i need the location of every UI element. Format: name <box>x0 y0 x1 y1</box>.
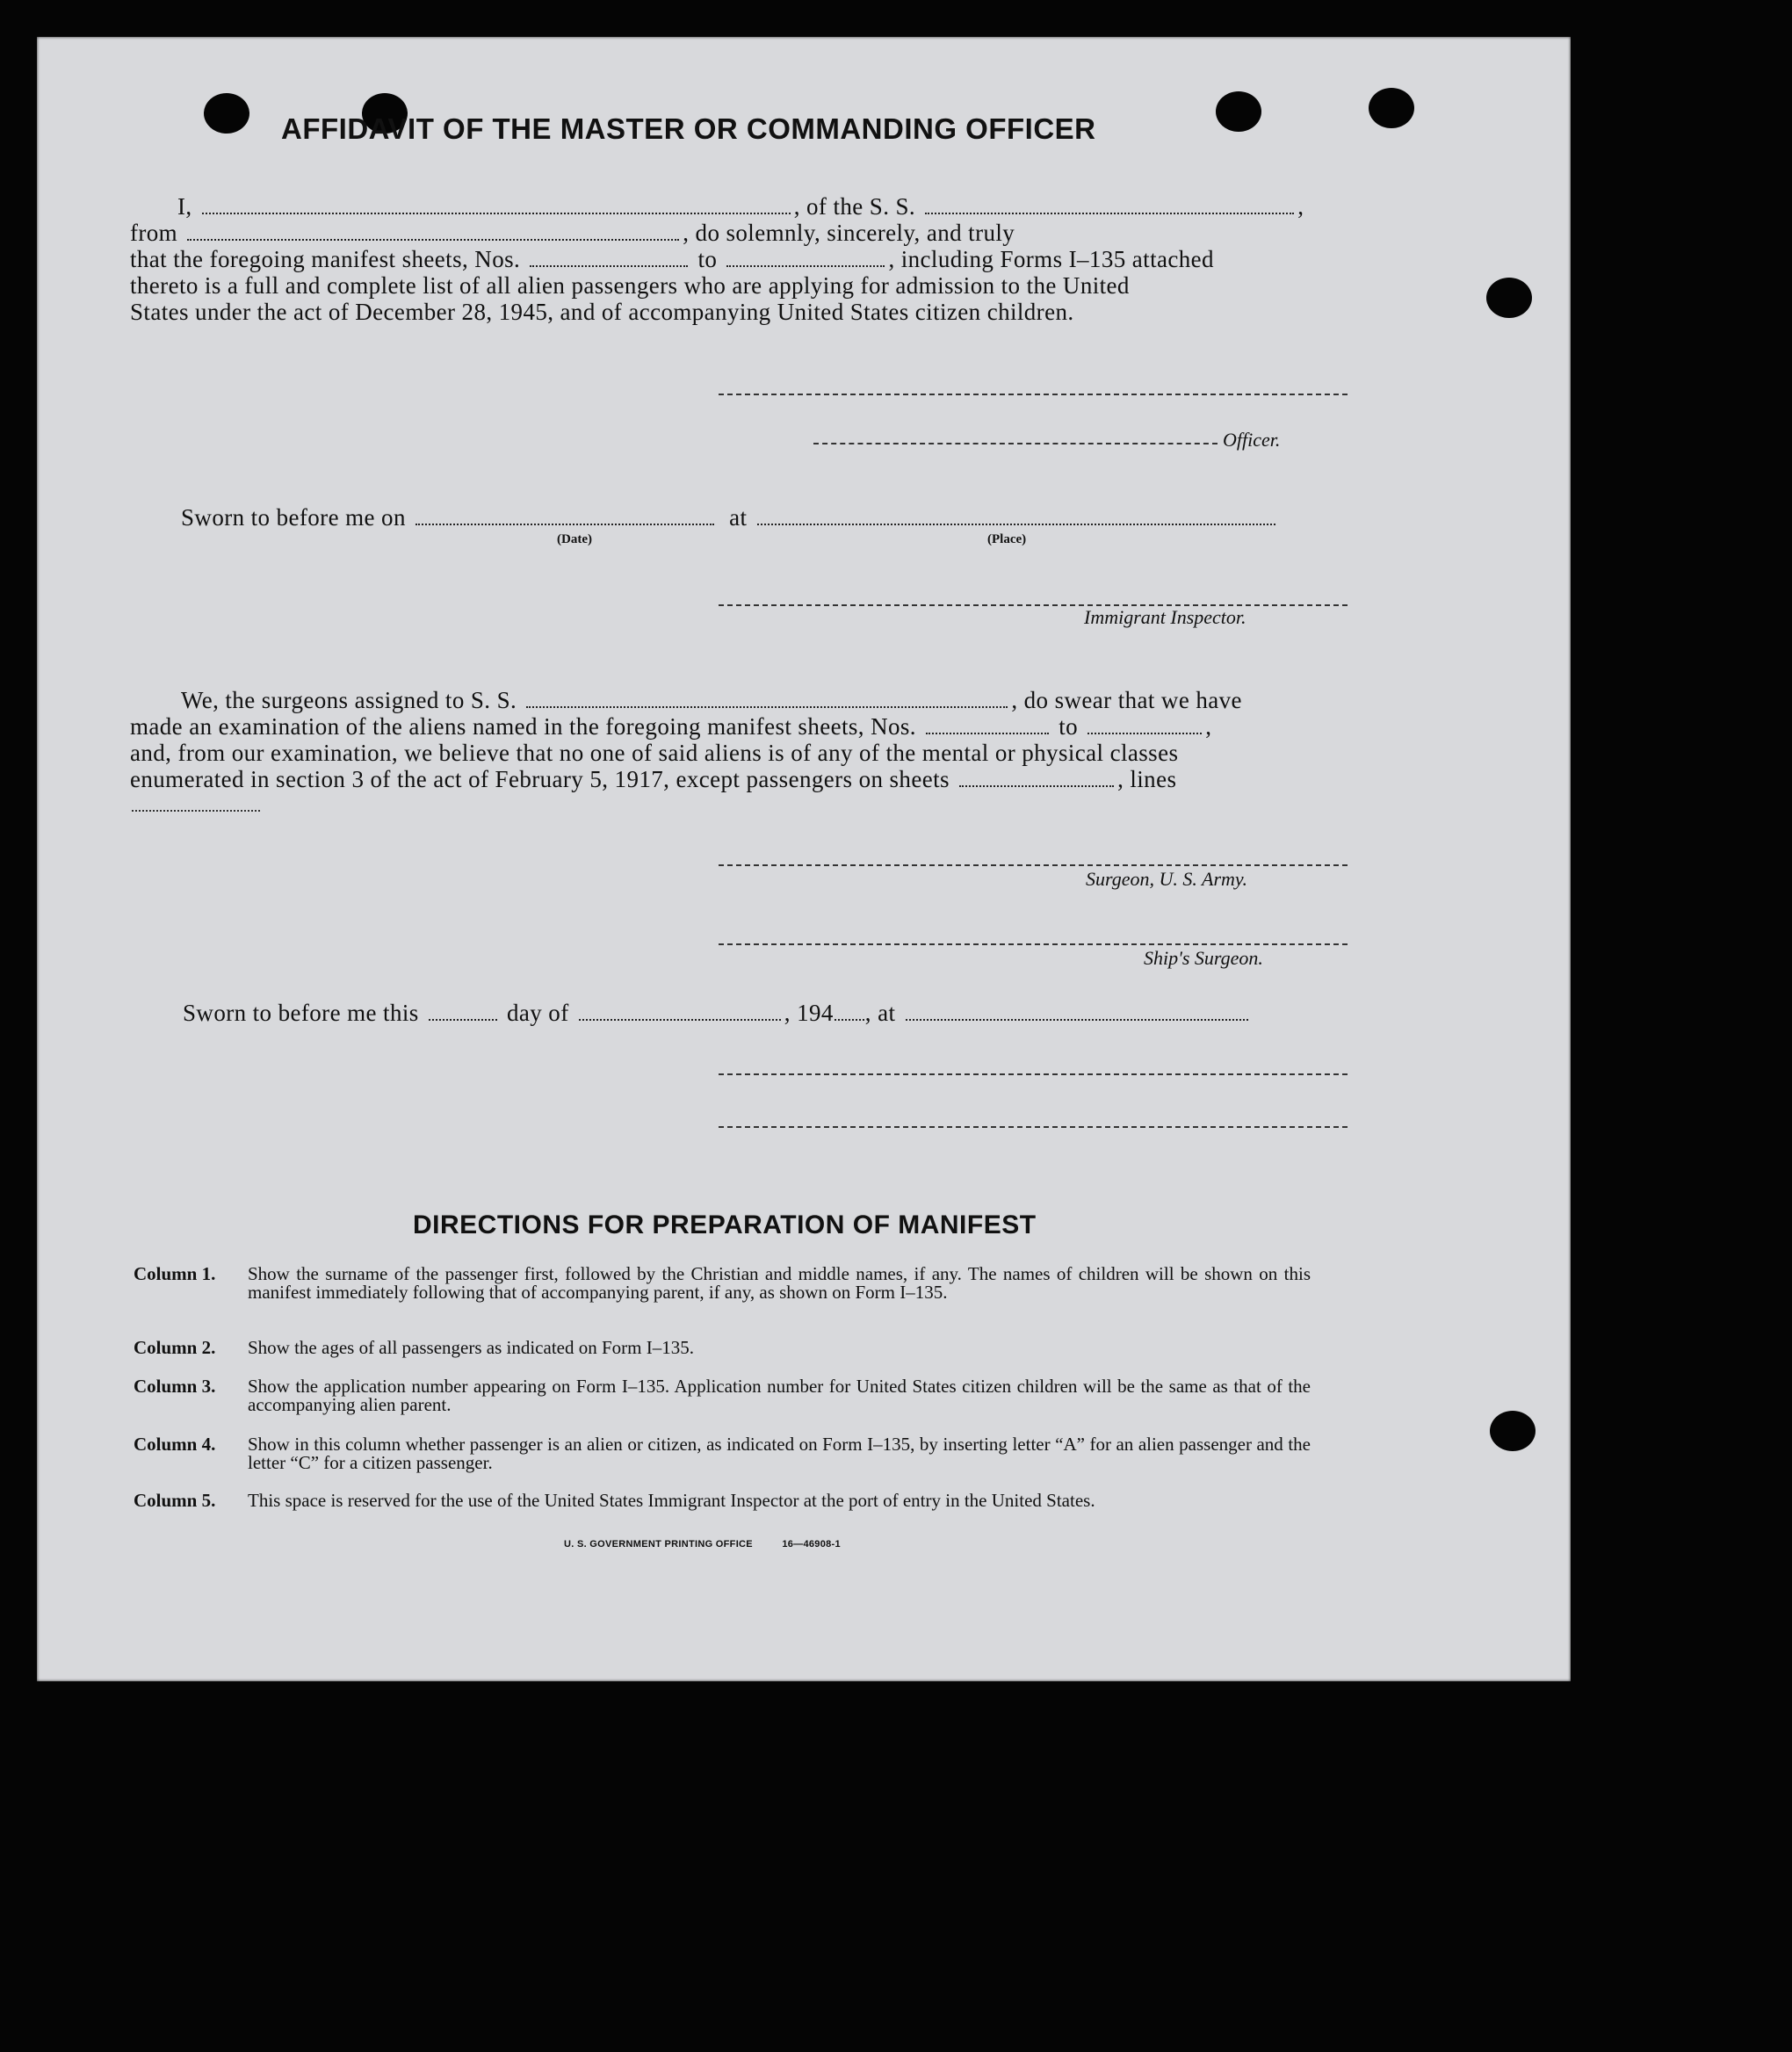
surgeons-comma: , <box>1205 713 1212 740</box>
surgeons-exam: made an examination of the aliens named in the foregoing manifest sheets, Nos. <box>130 713 916 740</box>
from-blank <box>187 238 679 241</box>
place-blank <box>757 523 1275 525</box>
sworn-at: at <box>729 504 748 531</box>
affidavit-solemnly: , do solemnly, sincerely, and truly <box>683 220 1015 246</box>
surgeons-lines: , lines <box>1117 766 1177 792</box>
direction-column-label: Column 3. <box>134 1376 216 1397</box>
date-blank <box>415 523 714 525</box>
surgeons-swear: , do swear that we have <box>1011 687 1242 713</box>
direction-text: Show the ages of all passengers as indicated on Form I–135. <box>248 1337 694 1358</box>
printer-imprint <box>564 1539 841 1550</box>
sworn2-sig-line-2 <box>719 1126 1348 1128</box>
sheets-from-blank <box>530 264 688 267</box>
surgeons-line-4 <box>130 766 1176 793</box>
affidavit-sheets: that the foregoing manifest sheets, Nos. <box>130 246 521 272</box>
surgeons-line-2 <box>130 713 1211 741</box>
surgeons-to: to <box>1059 713 1079 740</box>
officer-sig-line-1 <box>719 394 1348 395</box>
day-blank <box>429 1018 497 1021</box>
surgeons-line-1 <box>181 687 1242 714</box>
form-code: 16—46908-1 <box>782 1539 841 1550</box>
affidavit-line-2 <box>130 220 1015 247</box>
officer-caption: Officer. <box>1223 429 1281 451</box>
army-surgeon-sig-line <box>719 864 1348 866</box>
year-blank <box>835 1018 864 1021</box>
surgeons-sheets-to-blank <box>1087 732 1202 734</box>
sworn-line-1 <box>181 504 1279 531</box>
affidavit-title: AFFIDAVIT OF THE MASTER OR COMMANDING OFFICER <box>281 112 1096 145</box>
surgeons-section: enumerated in section 3 of the act of February 5, 1917, except passengers on sheets <box>130 766 950 792</box>
surgeons-assigned: We, the surgeons assigned to S. S. <box>181 687 517 713</box>
direction-item <box>134 1265 1311 1321</box>
direction-text: Show the surname of the passenger first, followed by the Christian and middle names, if any. The names of children will be shown on this manifest immediately following that of accompanying parent, if any, as shown on Form I–135. <box>248 1263 1311 1303</box>
direction-item <box>134 1492 1311 1530</box>
affidavit-line-5: States under the act of December 28, 1945, and of accompanying United States citizen children. <box>130 299 1074 325</box>
direction-item <box>134 1339 1311 1360</box>
directions-title: DIRECTIONS FOR PREPARATION OF MANIFEST <box>413 1210 1037 1239</box>
surgeons-ship-blank <box>526 705 1008 708</box>
officer-sig-line-2 <box>813 443 1218 444</box>
month-blank <box>579 1018 781 1021</box>
name-blank <box>202 212 791 214</box>
direction-item <box>134 1435 1311 1474</box>
affidavit-ss: , of the S. S. <box>793 193 916 220</box>
inspector-sig-line <box>719 604 1348 606</box>
affidavit-from: from <box>130 220 178 246</box>
punch-hole <box>204 93 249 134</box>
surgeons-line-3: and, from our examination, we believe that no one of said aliens is of any of the mental or physical classes <box>130 740 1179 766</box>
sworn2-sig-line-1 <box>719 1073 1348 1075</box>
sworn-text: Sworn to before me on <box>181 504 406 531</box>
form-sheet <box>37 37 1571 1681</box>
ship-surgeon-caption: Ship's Surgeon. <box>1144 947 1263 969</box>
sworn2-text: Sworn to before me this <box>183 1000 419 1026</box>
affidavit-line-3 <box>130 246 1214 273</box>
sheets-to-blank <box>726 264 885 267</box>
punch-hole <box>1369 88 1414 128</box>
direction-column-label: Column 2. <box>134 1337 216 1358</box>
surgeons-sheets-from-blank <box>926 732 1049 734</box>
army-surgeon-caption: Surgeon, U. S. Army. <box>1086 868 1247 890</box>
direction-column-label: Column 4. <box>134 1434 216 1455</box>
affidavit-line-4: thereto is a full and complete list of all alien passengers who are applying for admission to the United <box>130 272 1130 299</box>
direction-text: Show the application number appearing on Form I–135. Application number for United States citizen children will be the same as that of the accompanying alien parent. <box>248 1376 1311 1415</box>
sworn-line-2 <box>183 1000 1252 1027</box>
inspector-caption: Immigrant Inspector. <box>1084 606 1246 628</box>
punch-hole <box>1490 1411 1535 1451</box>
direction-column-label: Column 5. <box>134 1490 216 1511</box>
punch-hole <box>1216 91 1261 132</box>
affidavit-comma: , <box>1297 193 1304 220</box>
place-label: (Place) <box>987 532 1027 546</box>
printer-name: U. S. GOVERNMENT PRINTING OFFICE <box>564 1539 753 1550</box>
direction-text: This space is reserved for the use of the United States Immigrant Inspector at the port of entry in the United States. <box>248 1490 1095 1511</box>
ship-blank <box>925 212 1294 214</box>
direction-item <box>134 1377 1311 1416</box>
direction-column-label: Column 1. <box>134 1263 216 1284</box>
affidavit-to: to <box>697 246 718 272</box>
punch-hole <box>1486 278 1532 318</box>
ship-surgeon-sig-line <box>719 943 1348 945</box>
lines-blank <box>132 810 260 812</box>
surgeons-sheets-blank <box>959 784 1114 787</box>
sworn2-day-of: day of <box>506 1000 569 1026</box>
sworn2-place-blank <box>906 1018 1248 1021</box>
date-label: (Date) <box>557 532 592 546</box>
direction-text: Show in this column whether passenger is an alien or citizen, as indicated on Form I–135, by inserting letter “A” for an alien passenger and the letter “C” for a citizen passenger. <box>248 1434 1311 1473</box>
affidavit-i: I, <box>177 193 192 220</box>
affidavit-line-1 <box>177 193 1304 220</box>
sworn2-year: , 194 <box>784 1000 834 1026</box>
affidavit-forms: , including Forms I–135 attached <box>888 246 1214 272</box>
sworn2-at: , at <box>864 1000 896 1026</box>
